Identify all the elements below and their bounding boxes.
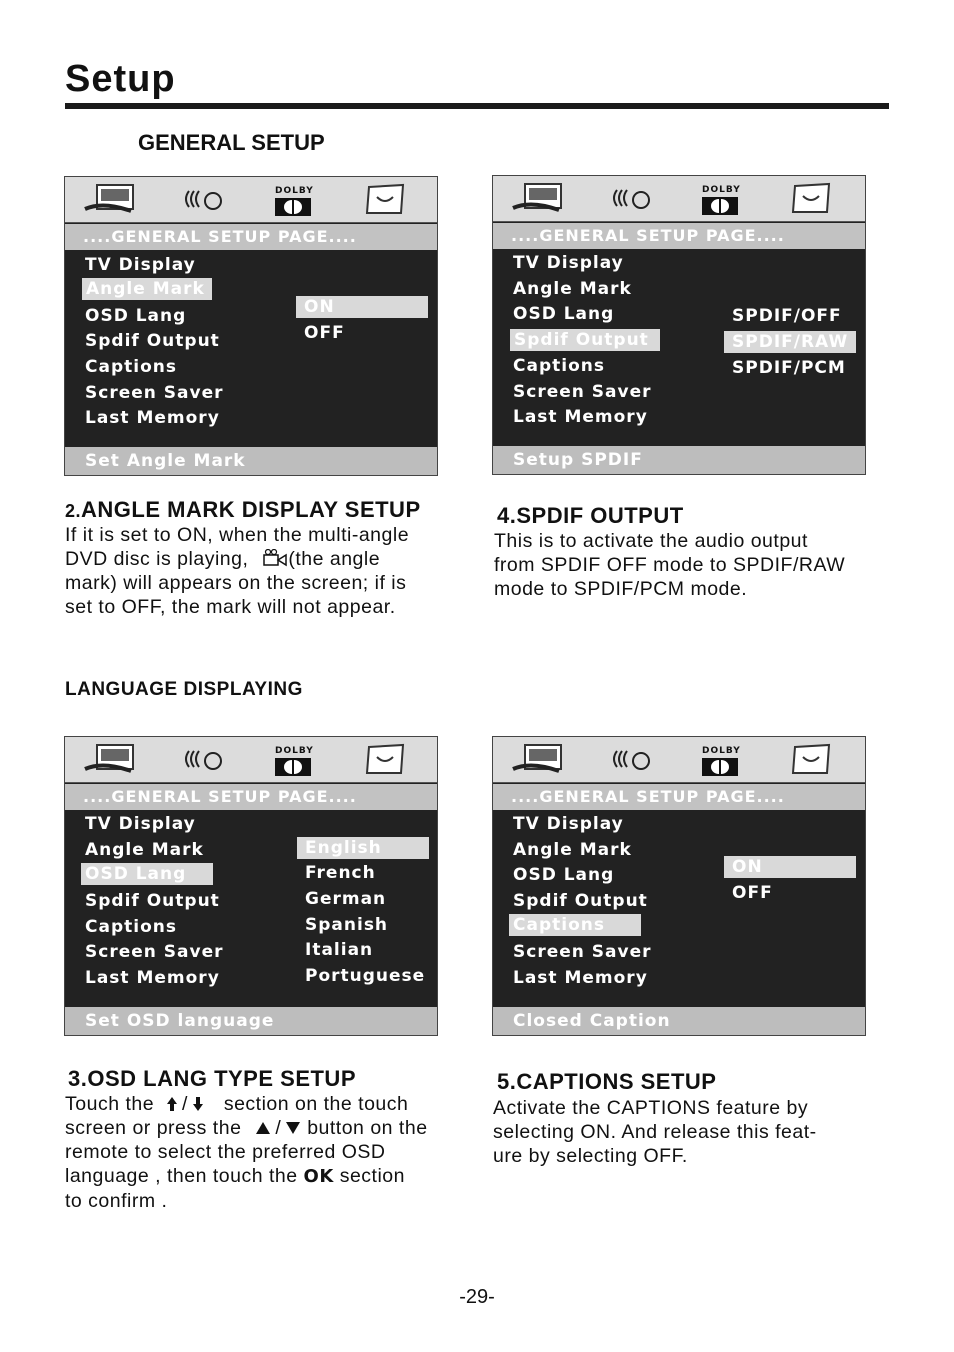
description-text: / <box>275 1117 282 1139</box>
section-heading-language-displaying: LANGUAGE DISPLAYING <box>65 679 303 700</box>
dolby-label: DOLBY <box>702 746 741 756</box>
description-text: Touch the <box>65 1093 155 1115</box>
option-french[interactable]: French <box>305 863 376 883</box>
osd-footer: Setup SPDIF <box>493 446 865 474</box>
description-line: selecting ON. And release this feat- <box>493 1121 817 1143</box>
menu-item-spdif-output[interactable]: Spdif Output <box>85 891 220 911</box>
audio-setup-icon <box>183 747 231 773</box>
option-german[interactable]: German <box>305 889 387 909</box>
ok-label: OK <box>303 1166 334 1187</box>
osd-screen-angle-mark <box>64 176 438 476</box>
osd-header: ....GENERAL SETUP PAGE.... <box>65 224 437 250</box>
option-english-selected[interactable]: English <box>297 837 429 859</box>
option-off[interactable]: OFF <box>732 883 773 903</box>
menu-item-captions[interactable]: Captions <box>85 357 177 377</box>
menu-item-screen-saver[interactable]: Screen Saver <box>85 383 224 403</box>
arrow-up-icon <box>166 1096 178 1112</box>
menu-item-captions-selected[interactable]: Captions <box>509 914 641 936</box>
menu-item-last-memory[interactable]: Last Memory <box>85 408 220 428</box>
description-text: (the angle <box>288 548 381 570</box>
angle-mark-heading <box>65 497 421 523</box>
menu-item-spdif-output[interactable]: Spdif Output <box>513 891 648 911</box>
menu-item-angle-mark-selected[interactable]: Angle Mark <box>82 278 212 300</box>
menu-item-angle-mark[interactable]: Angle Mark <box>513 279 632 299</box>
preference-icon <box>789 743 833 777</box>
description-line: If it is set to ON, when the multi-angle <box>65 524 410 546</box>
option-spdif-off[interactable]: SPDIF/OFF <box>732 306 842 326</box>
description-line <box>65 1116 428 1140</box>
description-line <box>65 547 409 571</box>
description-line: from SPDIF OFF mode to SPDIF/RAW <box>494 554 846 576</box>
angle-mark-icon <box>262 549 288 567</box>
general-setup-icon <box>83 743 143 775</box>
triangle-down-icon <box>285 1121 301 1135</box>
description-line <box>65 1164 428 1189</box>
audio-setup-icon <box>611 747 659 773</box>
osd-footer: Set Angle Mark <box>65 447 437 475</box>
osd-icon-bar <box>493 176 865 222</box>
description-line: This is to activate the audio output <box>494 530 808 552</box>
menu-item-osd-lang[interactable]: OSD Lang <box>513 304 615 324</box>
dolby-label: DOLBY <box>275 186 314 196</box>
menu-item-screen-saver[interactable]: Screen Saver <box>513 942 652 962</box>
menu-item-spdif-output[interactable]: Spdif Output <box>85 331 220 351</box>
preference-icon <box>363 183 407 217</box>
option-on-selected[interactable]: ON <box>724 856 856 878</box>
osd-header: ....GENERAL SETUP PAGE.... <box>493 223 865 249</box>
description-text: screen or press the <box>65 1117 242 1139</box>
audio-setup-icon <box>611 186 659 212</box>
menu-item-spdif-output-selected[interactable]: Spdif Output <box>510 329 660 351</box>
menu-item-last-memory[interactable]: Last Memory <box>85 968 220 988</box>
angle-mark-description <box>65 523 409 619</box>
general-setup-icon <box>83 183 143 215</box>
dolby-label: DOLBY <box>275 746 314 756</box>
menu-item-osd-lang[interactable]: OSD Lang <box>513 865 615 885</box>
menu-item-last-memory[interactable]: Last Memory <box>513 968 648 988</box>
page-title: Setup <box>65 58 176 100</box>
page-number: -29- <box>459 1286 495 1308</box>
osd-icon-bar <box>493 737 865 783</box>
menu-item-last-memory[interactable]: Last Memory <box>513 407 648 427</box>
osd-icon-bar <box>65 177 437 223</box>
menu-item-angle-mark[interactable]: Angle Mark <box>513 840 632 860</box>
osd-screen-spdif <box>492 175 866 475</box>
osd-screen-osd-lang <box>64 736 438 1036</box>
menu-item-screen-saver[interactable]: Screen Saver <box>85 942 224 962</box>
description-text: section on the touch <box>223 1093 409 1115</box>
option-spanish[interactable]: Spanish <box>305 915 389 935</box>
osd-lang-heading: 3.OSD LANG TYPE SETUP <box>68 1066 356 1091</box>
menu-item-captions[interactable]: Captions <box>85 917 177 937</box>
osd-header: ....GENERAL SETUP PAGE.... <box>65 784 437 810</box>
spdif-heading: 4.SPDIF OUTPUT <box>497 503 684 528</box>
general-setup-icon <box>511 182 571 214</box>
description-line: set to OFF, the mark will not appear. <box>65 596 396 618</box>
menu-item-tv-display[interactable]: TV Display <box>85 255 196 275</box>
description-line: Activate the CAPTIONS feature by <box>493 1097 809 1119</box>
menu-item-tv-display[interactable]: TV Display <box>513 253 624 273</box>
menu-item-screen-saver[interactable]: Screen Saver <box>513 382 652 402</box>
description-text: / <box>181 1093 188 1115</box>
section-heading-general-setup: GENERAL SETUP <box>138 130 325 155</box>
description-text: DVD disc is playing, <box>65 548 249 570</box>
description-line: ure by selecting OFF. <box>493 1145 688 1167</box>
menu-item-osd-lang-selected[interactable]: OSD Lang <box>81 863 213 885</box>
captions-description <box>493 1096 817 1168</box>
menu-item-captions[interactable]: Captions <box>513 356 605 376</box>
menu-item-osd-lang[interactable]: OSD Lang <box>85 306 187 326</box>
osd-lang-description <box>65 1092 428 1213</box>
description-line: mode to SPDIF/PCM mode. <box>494 578 748 600</box>
option-on-selected[interactable]: ON <box>296 296 428 318</box>
menu-item-tv-display[interactable]: TV Display <box>513 814 624 834</box>
option-italian[interactable]: Italian <box>305 940 374 960</box>
option-spdif-pcm[interactable]: SPDIF/PCM <box>732 358 846 378</box>
description-line: to confirm . <box>65 1190 168 1212</box>
description-line: mark) will appears on the screen; if is <box>65 572 407 594</box>
heading-number: 2. <box>65 501 82 521</box>
arrow-down-icon <box>192 1096 204 1112</box>
description-text: button on the <box>307 1117 428 1139</box>
dolby-icon <box>700 757 740 777</box>
menu-item-angle-mark[interactable]: Angle Mark <box>85 840 204 860</box>
dolby-icon <box>700 196 740 216</box>
general-setup-icon <box>511 743 571 775</box>
description-text: section <box>339 1165 405 1187</box>
spdif-description <box>494 529 845 601</box>
captions-heading: 5.CAPTIONS SETUP <box>497 1069 717 1094</box>
description-line: remote to select the preferred OSD <box>65 1141 386 1163</box>
description-text: language , then touch the <box>65 1165 298 1187</box>
title-rule <box>65 103 889 109</box>
osd-footer: Closed Caption <box>493 1007 865 1035</box>
osd-header: ....GENERAL SETUP PAGE.... <box>493 784 865 810</box>
preference-icon <box>363 743 407 777</box>
option-off[interactable]: OFF <box>304 323 345 343</box>
heading-text: ANGLE MARK DISPLAY SETUP <box>81 497 421 522</box>
osd-screen-captions <box>492 736 866 1036</box>
osd-icon-bar <box>65 737 437 783</box>
description-line <box>65 1092 428 1116</box>
osd-footer: Set OSD language <box>65 1007 437 1035</box>
audio-setup-icon <box>183 187 231 213</box>
menu-item-tv-display[interactable]: TV Display <box>85 814 196 834</box>
option-spdif-raw-selected[interactable]: SPDIF/RAW <box>724 331 856 353</box>
dolby-icon <box>273 197 313 217</box>
dolby-label: DOLBY <box>702 185 741 195</box>
option-portuguese[interactable]: Portuguese <box>305 966 426 986</box>
preference-icon <box>789 182 833 216</box>
dolby-icon <box>273 757 313 777</box>
triangle-up-icon <box>255 1121 271 1135</box>
